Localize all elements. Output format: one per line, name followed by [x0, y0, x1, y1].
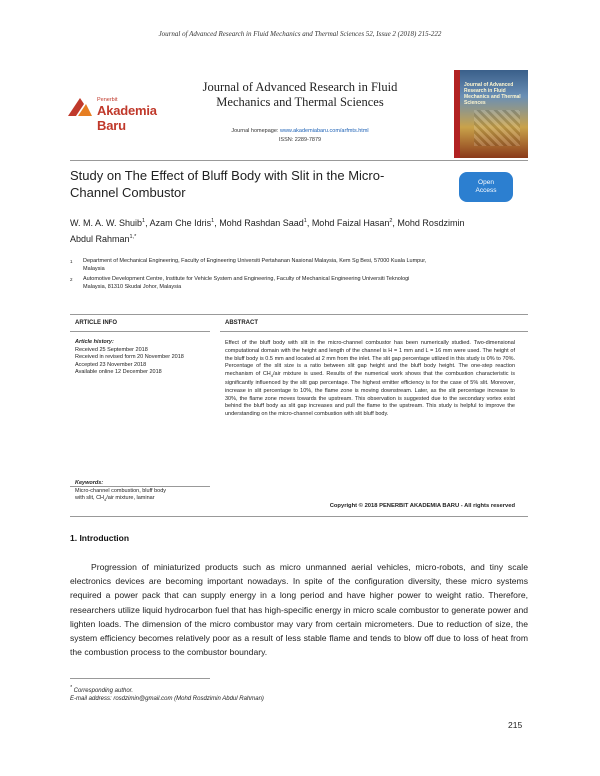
accepted-date: Accepted 23 November 2018: [75, 361, 147, 368]
affiliation-marker: 1: [303, 218, 307, 224]
keywords-line1: Micro-channel combustion, bluff body: [75, 487, 167, 494]
publisher-name: Akademia Baru: [97, 103, 157, 133]
received-date: Received 25 September 2018: [75, 346, 148, 353]
page-number: 215: [508, 720, 523, 730]
footnote-email: E-mail address: rosdzimin@gmail.com (Mohd Rosdzimin Abdul Rahman): [70, 696, 264, 702]
affiliation-text: Department of Mechanical Engineering, Faculty of Engineering Universiti Pertahanan Nasional Malaysia, Kem Sg Besi, 57000 Kuala Lumpur,: [83, 258, 427, 264]
publisher-logo: [66, 94, 174, 133]
header-divider: [70, 160, 528, 161]
intro-paragraph: Progression of miniaturized products such as micro unmanned aerial vehicles, micro-robots, and tiny scale electronics devices are becoming important nowadays. In spite of the configuration diversity, these micro systems required a power pack that can supply energy in a long period and have higher power to weight ratio. Therefore, researchers utilize liquid hydrocarbon fuel that has high-specific energy in micro scale combustor to generate power and lighten loads. The dimension of the micro combustor may vary from certain micrometers. Due to reduction of size, the system efficiency becomes relatively poor as a result of less stable flame and tends to blow off due to loss of heat from the combustion process to the combustor boundary.: [70, 562, 528, 658]
article-title-line1: Study on The Effect of Bluff Body with Slit in the Micro-: [70, 168, 385, 183]
info-heading-rule: [70, 331, 210, 332]
article-title: [70, 167, 410, 201]
abstract-text: [225, 340, 515, 419]
open-access-line1: Open: [478, 179, 494, 186]
keyword-text: with slit, CH: [75, 495, 105, 501]
online-date: Available online 12 December 2018: [75, 369, 162, 375]
keywords: [75, 480, 215, 504]
author-name: , Mohd Rashdan Saad: [214, 218, 304, 228]
keyword-subscript: 4: [104, 497, 107, 503]
revised-date: Received in revised form 20 November 2018: [75, 354, 184, 360]
author-list: [70, 214, 540, 246]
abstract-part: Effect of the bluff body with slit in the micro-channel combustor has been numerically studied. Two-dimensional computational domain with the height and length of the channel is H = 1 mm and L = 16 mm were used. The height of the bluff body is 0.5 mm and located at 2 mm from the inlet. The slit gap percentage utilized in this study is 0% to 70%. Percentage of the slit size is a ratio between slit gap height and the bluff body height. The one-step reaction mechanism of CH: [225, 340, 515, 378]
info-top-rule: [70, 314, 528, 315]
abstract-subscript: 4: [270, 373, 274, 379]
affiliation-marker: 1: [211, 218, 215, 224]
author-name: , Azam Che Idris: [145, 218, 212, 228]
journal-title-line2: Mechanics and Thermal Sciences: [216, 95, 384, 109]
open-access-line2: Access: [475, 187, 497, 194]
affiliation-1: [70, 258, 520, 273]
affiliation-text: Malaysia, 81310 Skudai Johor, Malaysia: [83, 283, 182, 290]
affiliation-text: Malaysia: [83, 265, 105, 272]
article-title-line2: Channel Combustor: [70, 185, 186, 200]
footnote-rule: [70, 678, 210, 679]
journal-title: [200, 80, 400, 110]
section-heading: 1. Introduction: [70, 533, 130, 543]
affiliation-number: 1: [70, 259, 73, 264]
author-name: , Mohd Rosdzimin: [392, 218, 465, 228]
copyright: Copyright © 2018 PENERBIT AKADEMIA BARU - All rights reserved: [329, 503, 515, 509]
abstract-heading-rule: [220, 331, 528, 332]
author-name: , Mohd Faizal Hasan: [306, 218, 390, 228]
footnote-corresponding-text: Corresponding author.: [71, 688, 134, 694]
journal-cover-image: [454, 70, 528, 158]
homepage-link[interactable]: www.akademiabaru.com/arfmts.html: [279, 128, 369, 134]
author-name: Abdul Rahman: [70, 234, 130, 244]
info-bottom-rule: [70, 516, 528, 517]
affiliation-marker: 1: [142, 218, 146, 224]
journal-homepage: [200, 128, 400, 134]
cover-graphic: [474, 110, 520, 146]
homepage-label: Journal homepage:: [231, 128, 280, 134]
publisher-small-label: Penerbit: [97, 97, 118, 103]
intro-body: [70, 560, 528, 659]
cover-strip: [454, 70, 460, 158]
article-info-heading: ARTICLE INFO: [75, 320, 117, 326]
author-name: W. M. A. W. Shuib: [70, 218, 143, 228]
affiliation-number: 2: [70, 277, 73, 282]
affiliation-marker: 2: [389, 218, 393, 224]
keyword-text: /air mixture, laminar: [106, 495, 155, 501]
affiliation-marker: 1,*: [129, 234, 137, 240]
affiliation-2: [70, 276, 520, 291]
keywords-label: Keywords:: [75, 480, 104, 486]
running-head: Journal of Advanced Research in Fluid Mechanics and Thermal Sciences 52, Issue 2 (2018) 215-222: [158, 30, 442, 38]
footnote-corresponding: [70, 684, 133, 695]
keywords-line2: [75, 495, 215, 504]
akademia-baru-logo-icon: [66, 96, 94, 120]
article-history-label: Article history:: [75, 339, 114, 345]
journal-title-line1: Journal of Advanced Research in Fluid: [202, 80, 398, 94]
abstract-heading: ABSTRACT: [225, 320, 258, 326]
article-history: [75, 339, 215, 377]
open-access-badge[interactable]: [459, 172, 513, 202]
footnote-mark: *: [70, 685, 72, 691]
cover-title: Journal of Advanced Research in Fluid Mechanics and Thermal Sciences: [464, 82, 521, 106]
issn: ISSN: 2289-7879: [278, 137, 322, 143]
affiliation-text: Automotive Development Centre, Institute for Vehicle System and Engineering, Faculty of Mechanical Engineering Universiti Teknologi: [83, 276, 410, 282]
abstract-part: /air mixture is used. Results of the numerical work shows that the combustion characteristic is significantly influenced by the slit gap percentage. The highest emitter efficiency is for the case of 5% slit. Moreover, increase in slit percentage to 10%, the flame zone is moving downstream. Later, as the slit percentage increase to 30%, the flame zone moves towards the upstream. This observation is suggested due to the secondary vortex exist behind the bluff body as slit gap increases and pull the flame to the upstream. This study is helpful to improve the understanding on the micro-channel combustion with slit bluff body.: [225, 371, 515, 418]
authors-line1: [70, 214, 540, 230]
authors-line2: [70, 230, 540, 246]
